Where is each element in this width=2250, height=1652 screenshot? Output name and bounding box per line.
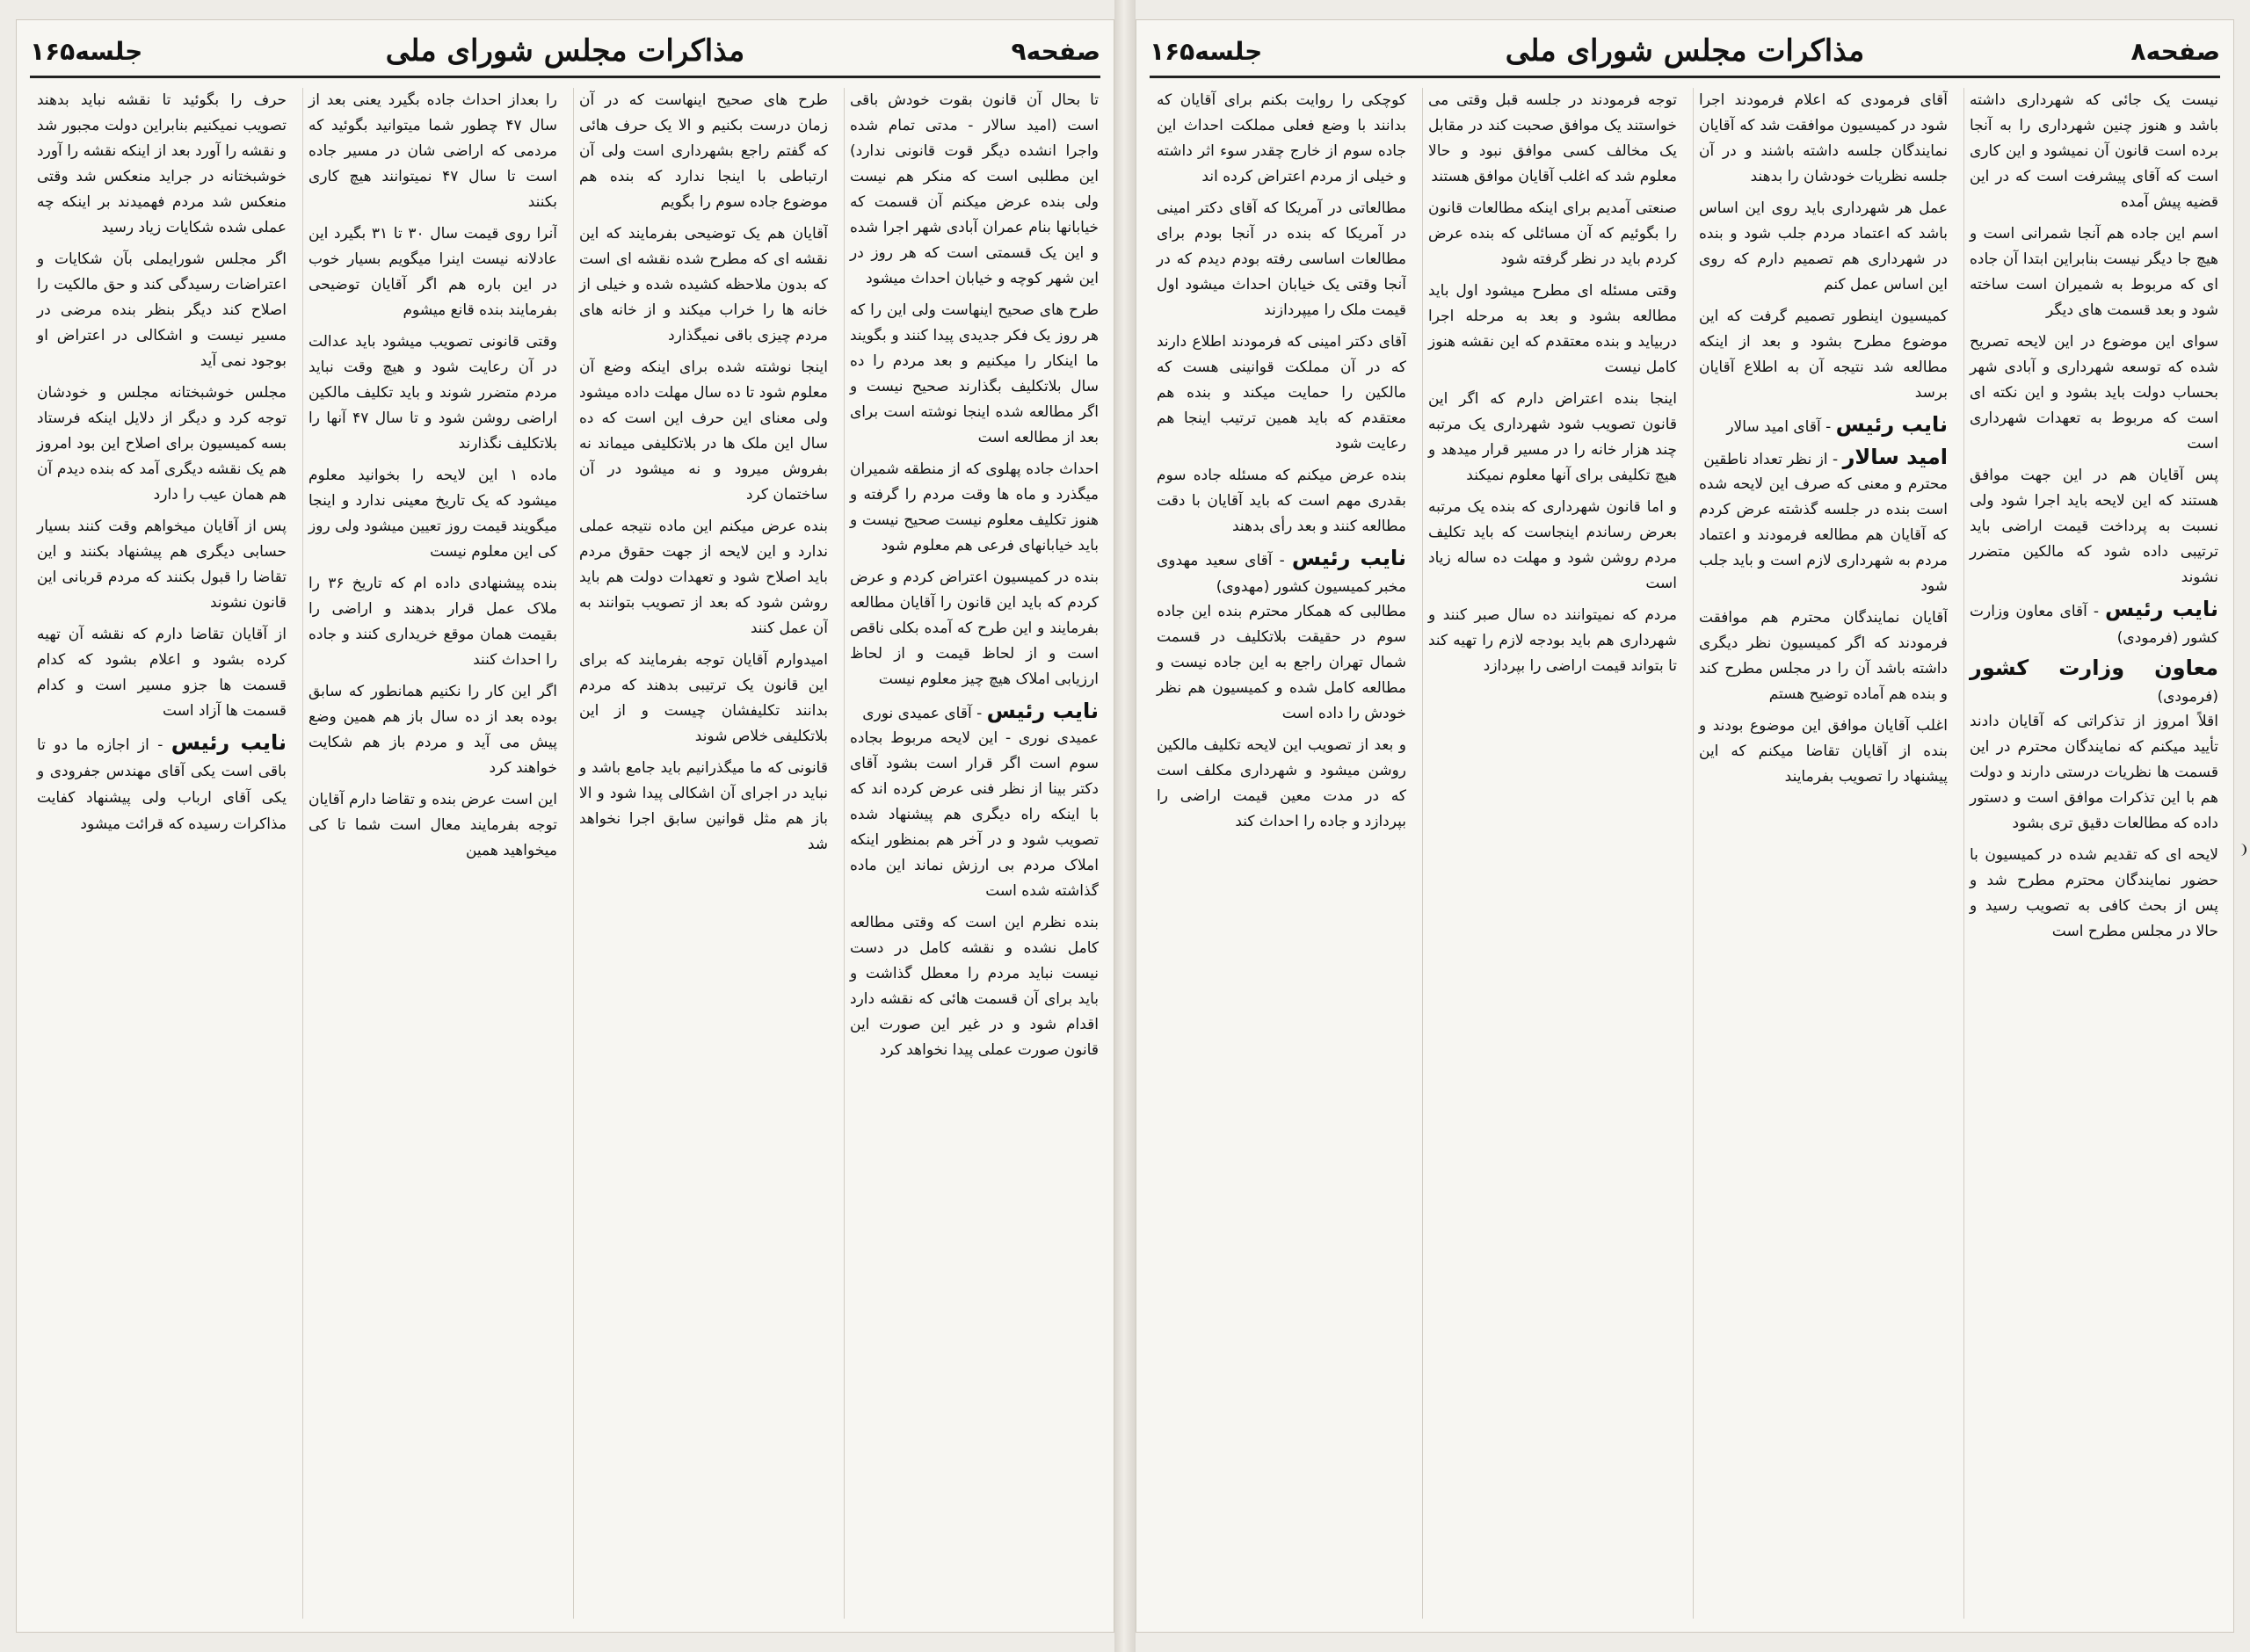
paragraph: آقایان هم یک توضیحی بفرمایند که این نقشه ای که مطرح شده نقشه ای است که بدون ملاحظه کشیده شده و خیلی از خانه ها را خراب میکند و از خانه های مردم چیزی باقی نمیگذارد	[579, 225, 828, 344]
paragraph: مجلس خوشبختانه مجلس و خودشان توجه کرد و دیگر از دلایل اینکه فرستاد بسه کمیسیون برای اصلاح این بود امروز هم یک نقشه دیگری آمد که بنده دیدم آن هم همان عیب را دارد	[37, 384, 287, 504]
paragraph: توجه فرمودند در جلسه قبل وقتی می خواستند یک موافق صحبت کند در مقابل یک مخالف کسی موافق نبود و حالا معلوم شد که اغلب آقایان موافق هستند	[1428, 91, 1677, 185]
speaker-role: نایب رئیس	[171, 730, 287, 755]
paragraph: آنرا روی قیمت سال ۳۰ تا ۳۱ بگیرد این عادلانه نیست اینرا میگویم بسیار خوب در این باره هم اگر آقایان توضیحی بفرمایند بنده قانع میشوم	[308, 225, 557, 319]
speaker-detail: - آقای امید سالار	[1726, 418, 1836, 436]
paragraph: طرح های صحیح اینهاست ولی این را که هر روز یک فکر جدیدی پیدا کنند و بگویند ما اینکار را میکنیم و بعد مردم را ده سال بلاتکلیف بگذارند صحیح نیست و اگر مطالعه شده اینجا نوشته است برای بعد از مطالعه است	[850, 301, 1099, 446]
speaker-detail: - از نظر تعداد ناطقین	[1703, 451, 1843, 468]
paragraph: صنعتی آمدیم برای اینکه مطالعات قانون را بگوئیم که آن مسائلی که بنده عرض کردم باید در نظر گرفته شود	[1428, 199, 1677, 268]
paragraph: را بعداز احداث جاده بگیرد یعنی بعد از سال ۴۷ چطور شما میتوانید بگوئید که مردمی که اراضی شان در مسیر جاده است تا سال ۴۷ نمیتوانند هیچ کاری بکنند	[308, 91, 557, 211]
left-page-columns	[32, 88, 1099, 1619]
paragraph: پس از آقایان میخواهم وقت کنند بسیار حسابی دیگری هم پیشنهاد بکنند و این تقاضا را قبول بکنند که مردم قربانی این قانون نشوند	[37, 518, 287, 612]
speaker-heading	[1970, 597, 2218, 650]
speaker-role: نایب رئیس	[1835, 412, 1948, 437]
paragraph: و بعد از تصویب این لایحه تکلیف مالکین روشن میشود و شهرداری مکلف است که در مدت معین قیمت اراضی را بپردازد و جاده را احداث کند	[1157, 736, 1406, 830]
paragraph: وقتی مسئله ای مطرح میشود اول باید مطالعه بشود و بعد به مرحله اجرا دربیاید و بنده معتقدم که این نقشه هنوز کامل نیست	[1428, 282, 1677, 376]
paragraph: پس آقایان هم در این جهت موافق هستند که این لایحه باید اجرا شود ولی نسبت به پرداخت قیمت اراضی باید ترتیبی داده شود که مالکین متضرر نشوند	[1970, 467, 2218, 586]
paragraph: قانونی که ما میگذرانیم باید جامع باشد و نباید در اجرای آن اشکالی پیدا شود و الا باز هم مثل قوانین سابق اجرا نخواهد شد	[579, 759, 828, 853]
speaker-heading	[1699, 412, 1948, 439]
right-page-header	[1150, 26, 2220, 78]
paragraph: اینجا بنده اعتراض دارم که اگر این قانون تصویب شود شهرداری یک مرتبه چند هزار خانه را در مسیر قرار میدهد و هیچ تکلیفی برای آنها معلوم نمیکند	[1428, 390, 1677, 484]
left-page-session: جلسه۱۶۵	[30, 36, 143, 66]
paragraph: بنده نظرم این است که وقتی مطالعه کامل نشده و نقشه کامل در دست نیست نباید مردم را معطل گذاشت و باید برای آن قسمت هائی که نقشه دارد اقدام شود و در غیر این صورت این قانون صورت عملی پیدا نخواهد کرد	[850, 914, 1099, 1059]
paragraph: از آقایان تقاضا دارم که نقشه آن تهیه کرده بشود و اعلام بشود که کدام قسمت ها جزو مسیر است و کدام قسمت ها آزاد است	[37, 626, 287, 720]
paragraph: وقتی قانونی تصویب میشود باید عدالت در آن رعایت شود و هیچ وقت نباید مردم متضرر شوند و باید تکلیف مالکین اراضی روشن شود و تا سال ۴۷ آنها را بلاتکلیف نگذارند	[308, 333, 557, 453]
paragraph: مطالبی که همکار محترم بنده این جاده سوم در حقیقت بلاتکلیف در قسمت شمال تهران راجع به این جاده نیست و مطالعه کامل شده و کمیسیون هم نظر خودش را داده است	[1157, 603, 1406, 722]
paragraph: آقای دکتر امینی که فرمودند اطلاع دارند که در آن مملکت قوانینی هست که مالکین را حمایت میکند و بنده هم معتقدم که باید همین ترتیب اینجا هم رعایت شود	[1157, 333, 1406, 453]
speaker-role: معاون وزارت کشور	[1970, 656, 2218, 680]
right-page-session: جلسه۱۶۵	[1150, 36, 1263, 66]
left-column-3	[302, 88, 557, 1619]
right-page	[1136, 19, 2234, 1633]
paragraph: احداث جاده پهلوی که از منطقه شمیران میگذرد و ماه ها وقت مردم را گرفته و هنوز تکلیف معلوم نیست صحیح نیست و باید خیابانهای فرعی هم معلوم شود	[850, 460, 1099, 554]
paragraph: سوای این موضوع در این لایحه تصریح شده که توسعه شهرداری و آبادی شهر بحساب دولت باید بشود و این نکته ای است که مربوط به تعهدات شهرداری است	[1970, 333, 2218, 453]
paragraph: محترم و معنی که صرف این لایحه شده است بنده در جلسه گذشته عرض کردم که آقایان هم مطالعه فرمودند و اعتماد مردم به شهرداری لازم است و باید جلب شود	[1699, 475, 1948, 595]
paragraph: ماده ۱ این لایحه را بخوانید معلوم میشود که یک تاریخ معینی ندارد و اینجا میگویند قیمت روز تعیین میشود ولی روز کی این معلوم نیست	[308, 467, 557, 561]
paragraph: اگر این کار را نکنیم همانطور که سابق بوده بعد از ده سال باز هم همین وضع پیش می آید و مردم باز هم شکایت خواهند کرد	[308, 683, 557, 777]
margin-bracket-mark	[2239, 844, 2246, 856]
left-column-2	[573, 88, 828, 1619]
page-gutter	[1114, 0, 1136, 1652]
right-column-3	[1422, 88, 1677, 1619]
left-page	[16, 19, 1114, 1633]
speaker-detail: (فرمودی)	[2157, 688, 2218, 706]
right-column-1	[1963, 88, 2218, 1619]
speaker-role: امید سالار	[1842, 445, 1948, 469]
left-column-4	[32, 88, 287, 1619]
paragraph: آقایان نمایندگان محترم هم موافقت فرمودند که اگر کمیسیون نظر دیگری داشته باشد آن را در مجلس مطرح کند و بنده هم آماده توضیح هستم	[1699, 609, 1948, 703]
speaker-heading	[850, 699, 1099, 726]
paragraph: مطالعاتی در آمریکا که آقای دکتر امینی در آمریکا که بنده در آنجا بودم برای مطالعات اساسی رفته بودم دیدم که در آنجا وقتی یک خیابان احداث میشود اول قیمت ملک را میپردازند	[1157, 199, 1406, 319]
paragraph: اینجا نوشته شده برای اینکه وضع آن معلوم شود تا ده سال مهلت داده میشود ولی معنای این حرف این است که ده سال این ملک ها در بلاتکلیفی میماند نه بفروش میرود و نه میشود در آن ساختمان کرد	[579, 359, 828, 504]
speaker-role: نایب رئیس	[2105, 597, 2218, 621]
paragraph: کمیسیون اینطور تصمیم گرفت که این موضوع مطرح بشود و بعد از اینکه مطالعه شد نتیجه آن به اطلاع آقایان برسد	[1699, 308, 1948, 402]
right-column-4	[1151, 88, 1406, 1619]
left-column-1	[844, 88, 1099, 1619]
paragraph: نیست یک جائی که شهرداری داشته باشد و هنوز چنین شهرداری را به آنجا برده است قانون آن نمیشود و این کاری است که آقای پیشرفت است که در این قضیه پیش آمده	[1970, 91, 2218, 211]
paragraph: عمیدی نوری - این لایحه مربوط بجاده سوم است اگر قرار است بشود آقای دکتر بینا از نظر فنی عرض کرده اند که با اینکه راه دیگری هم پیشنهاد شده تصویب شود و در آخر هم بمنظور اینکه املاک مردم بی ارزش نماند این ماده گذاشته شده است	[850, 729, 1099, 900]
paragraph: بنده در کمیسیون اعتراض کردم و عرض کردم که باید این قانون را آقایان مطالعه بفرمایند و این طرح که آمده بکلی ناقص است و از لحاظ قیمت و از لحاظ ارزیابی املاک هیچ چیز معلوم نیست	[850, 569, 1099, 688]
paragraph: اغلب آقایان موافق این موضوع بودند و بنده از آقایان تقاضا میکنم که این پیشنهاد را تصویب بفرمایند	[1699, 717, 1948, 786]
speaker-detail: - از اجازه ما دو تا باقی است یکی آقای مهندس جفرودی و یکی آقای ارباب ولی پیشنهاد کفایت مذاکرات رسیده که قرائت میشود	[37, 736, 287, 833]
paragraph: آقای فرمودی که اعلام فرمودند اجرا شود در کمیسیون موافقت شد که آقایان نمایندگان جلسه داشته باشند و در آن جلسه نظریات خودشان را بدهند	[1699, 91, 1948, 185]
right-column-2	[1693, 88, 1948, 1619]
paragraph: طرح های صحیح اینهاست که در آن زمان درست بکنیم و الا یک حرف هائی که گفتم راجع بشهرداری است ولی آن ارتباطی با اینجا ندارد که بنده هم موضوع جاده سوم را بگویم	[579, 91, 828, 211]
paragraph: بنده عرض میکنم که مسئله جاده سوم بقدری مهم است که باید آقایان با دقت مطالعه کنند و بعد رأی بدهند	[1157, 467, 1406, 535]
paragraph: امیدوارم آقایان توجه بفرمایند که برای این قانون یک ترتیبی بدهند که مردم بدانند تکلیفشان چیست و از این بلاتکلیفی خلاص شوند	[579, 651, 828, 745]
paragraph: عمل هر شهرداری باید روی این اساس باشد که اعتماد مردم جلب شود و بنده در شهرداری هم تصمیم دارم که روی این اساس عمل کنم	[1699, 199, 1948, 293]
paragraph: بنده عرض میکنم این ماده نتیجه عملی ندارد و این لایحه از جهت حقوق مردم باید اصلاح شود و تعهدات دولت هم باید روشن شود که بعد از تصویب بتوانند به آن عمل کنند	[579, 518, 828, 637]
speaker-role: نایب رئیس	[1291, 546, 1406, 570]
paragraph: مردم که نمیتوانند ده سال صبر کنند و شهرداری هم باید بودجه لازم را تهیه کند تا بتواند قیمت اراضی را بپردازد	[1428, 606, 1677, 675]
paragraph: کوچکی را روایت بکنم برای آقایان که بدانند با وضع فعلی مملکت احداث این جاده سوم از خارج چقدر سوء اثر داشته و خیلی از مردم اعتراض کرده اند	[1157, 91, 1406, 185]
left-page-number: صفحه۹	[1011, 36, 1100, 66]
speaker-heading	[1157, 546, 1406, 599]
speaker-heading	[37, 730, 287, 837]
speaker-detail: - آقای عمیدی نوری	[862, 705, 987, 722]
left-page-title: مذاکرات مجلس شورای ملی	[385, 33, 745, 69]
paragraph: تا بحال آن قانون بقوت خودش باقی است (امید سالار - مدتی تمام شده واجرا انشده دیگر قوت قانونی ندارد) این مطلبی است که منکر هم نیست ولی بنده عرض میکنم آن قسمت که خیابانها بنام عمران آبادی شهر اجرا شده و این یک قسمتی است که هر روز در این شهر کوچه و خیابان احداث میشود	[850, 91, 1099, 287]
paragraph: و اما قانون شهرداری که بنده یک مرتبه بعرض رساندم اینجاست که باید تکلیف مردم روشن شود و مهلت ده ساله زیاد است	[1428, 498, 1677, 592]
paragraph: این است عرض بنده و تقاضا دارم آقایان توجه بفرمایند معال است شما تا کی میخواهید همین	[308, 791, 557, 859]
paragraph: اگر مجلس شورایملی بآن شکایات و اعتراضات رسیدگی کند و حق مالکیت را اصلاح کند دیگر بنظر بنده مرضی در مسیر نیست و اشکالی در اعتراض او بوجود نمی آید	[37, 250, 287, 370]
right-page-columns	[1151, 88, 2218, 1619]
left-page-header	[30, 26, 1100, 78]
speaker-role: نایب رئیس	[986, 699, 1099, 723]
speaker-heading	[1970, 656, 2218, 709]
paragraph: بنده پیشنهادی داده ام که تاریخ ۳۶ را ملاک عمل قرار بدهند و اراضی را بقیمت همان موقع خریداری کنند و جاده را احداث کنند	[308, 575, 557, 669]
speaker-heading	[1699, 445, 1948, 472]
right-page-title: مذاکرات مجلس شورای ملی	[1505, 33, 1865, 69]
right-page-number: صفحه۸	[2130, 36, 2220, 66]
paragraph: اقلاً امروز از تذکراتی که آقایان دادند تأیید میکنم که نمایندگان محترم در این قسمت ها نظریات درستی دارند و دولت هم با این تذکرات موافق است و دستور داده که مطالعات دقیق تری بشود	[1970, 713, 2218, 832]
speaker-detail: - آقای سعید مهدوی مخبر کمیسیون کشور (مهدوی)	[1157, 552, 1406, 596]
paragraph: حرف را بگوئید تا نقشه نباید بدهند تصویب نمیکنیم بنابراین دولت مجبور شد و نقشه را آورد بعد از اینکه نقشه را آورد خوشبختانه در جراید منعکس شد وقتی منعکس شد مردم فهمیدند بر اینکه چه عملی شده شکایات زیاد رسید	[37, 91, 287, 236]
paragraph: اسم این جاده هم آنجا شمرانی است و هیچ جا دیگر نیست بنابراین ابتدا آن جاده ای که مربوط به شمیران است ساخته شود و بعد قسمت های دیگر	[1970, 225, 2218, 319]
paragraph: لایحه ای که تقدیم شده در کمیسیون با حضور نمایندگان محترم مطرح شد و پس از بحث کافی به تصویب رسید و حالا در مجلس مطرح است	[1970, 846, 2218, 940]
speaker-detail: - آقای معاون وزارت کشور (فرمودی)	[1970, 603, 2218, 647]
